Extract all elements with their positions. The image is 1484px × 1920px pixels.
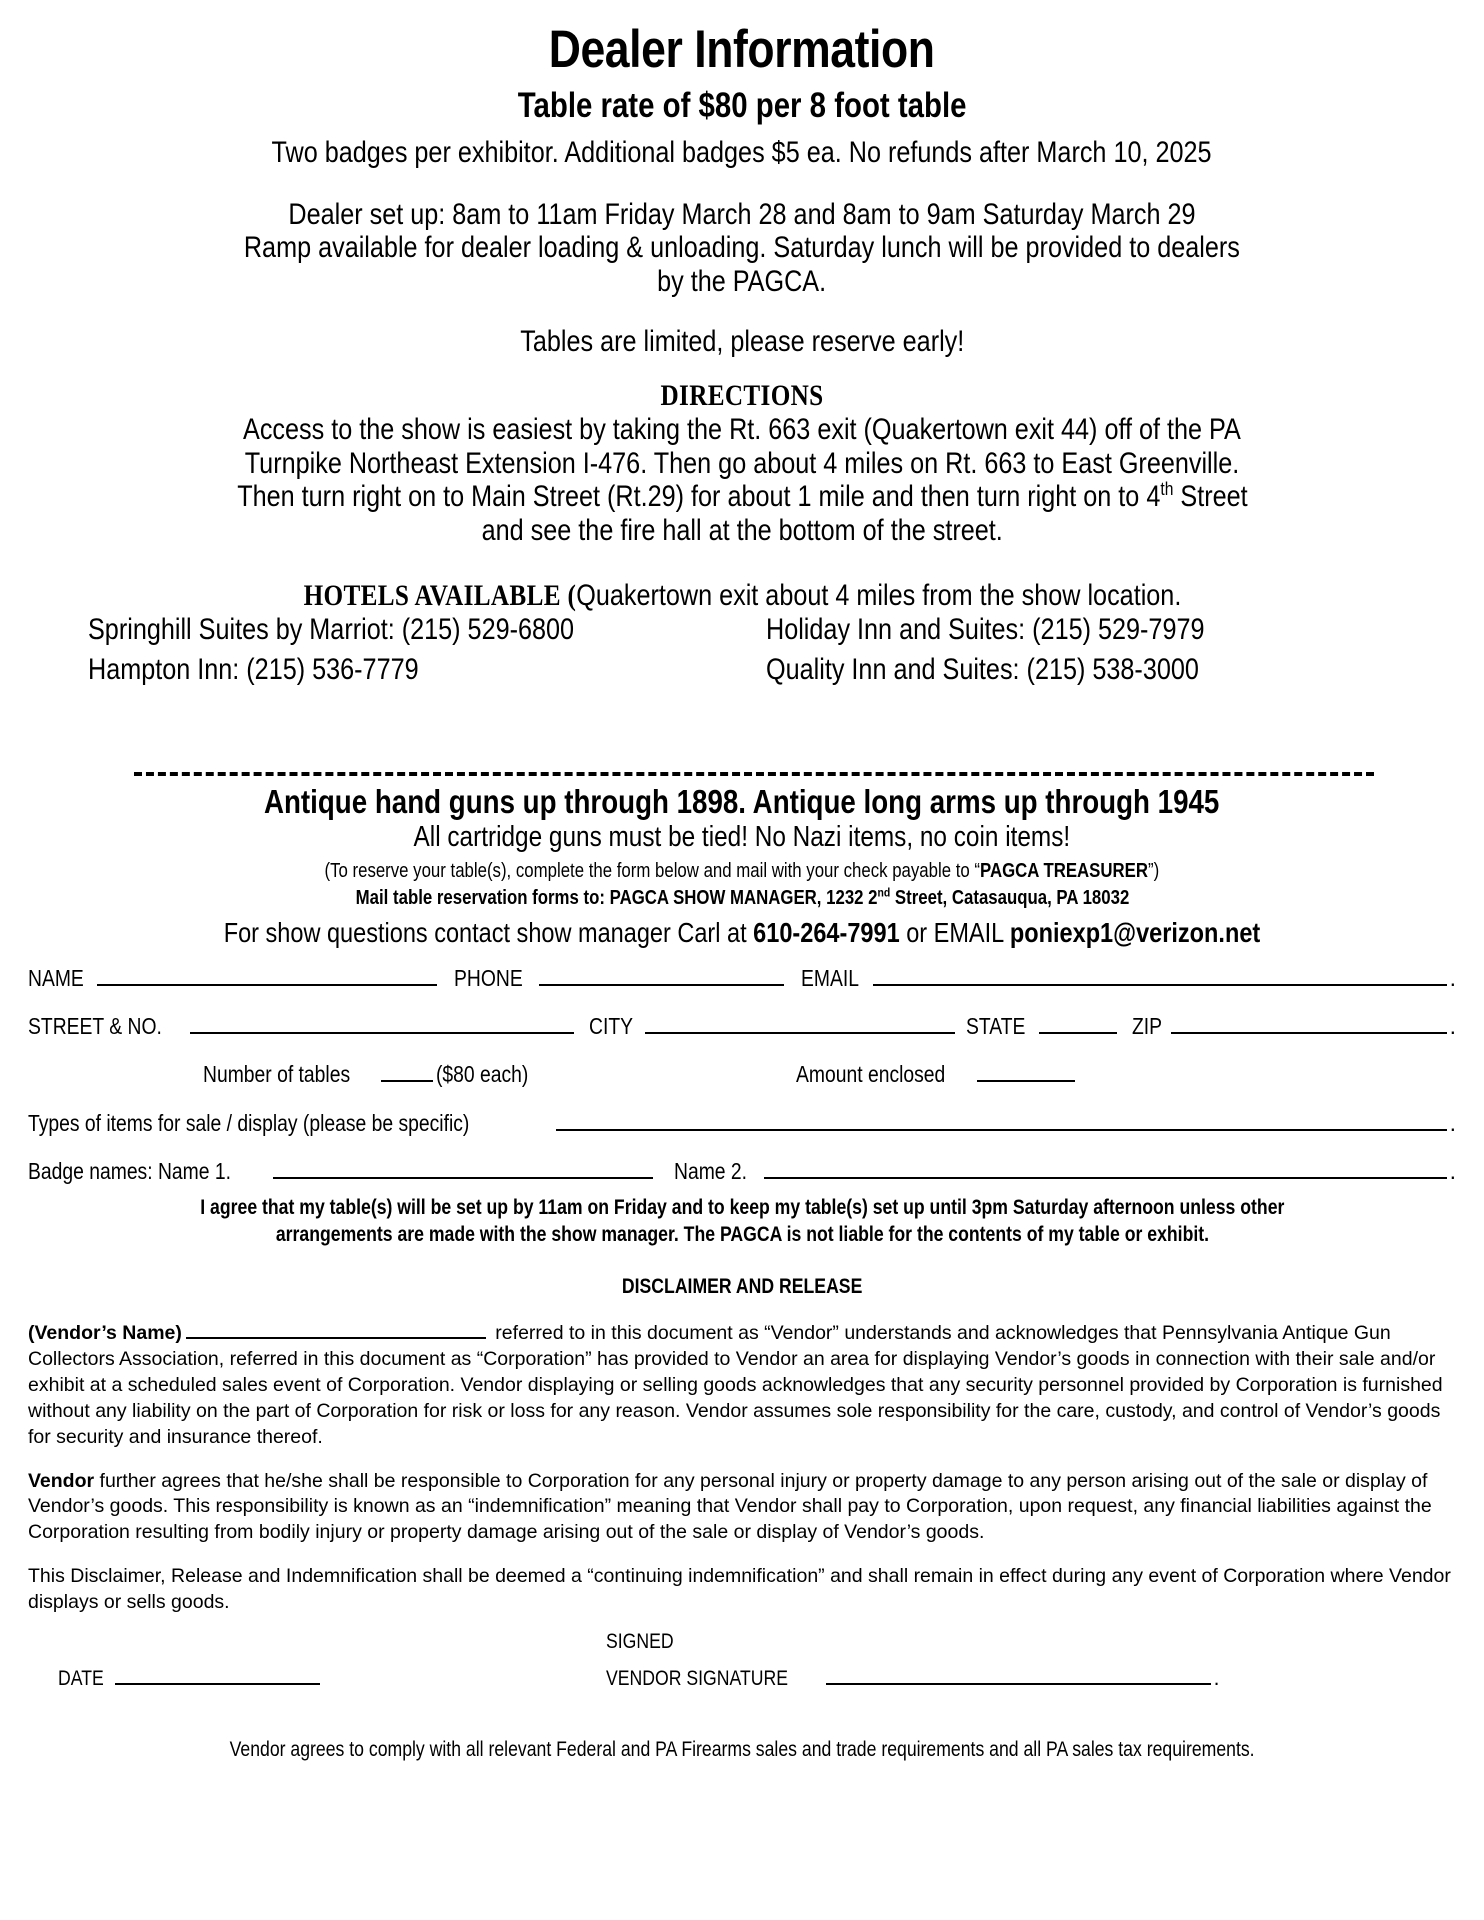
- disclaimer-paragraph-2: [28, 1469, 1456, 1547]
- types-of-items-input[interactable]: [556, 1110, 1446, 1131]
- badges-line: [28, 135, 1456, 170]
- vendor-keyword: Vendor: [28, 1469, 95, 1492]
- number-of-tables-label: Number of tables: [203, 1061, 351, 1088]
- contact-line-a: For show questions contact show manager Carl at: [223, 916, 754, 948]
- ramp-line-1: [28, 231, 1456, 265]
- form-row-name-phone-email: [28, 965, 1456, 992]
- hotels-heading-rest: Quakertown exit about 4 miles from the show location.: [575, 579, 1181, 613]
- spacer: [28, 298, 1456, 325]
- city-label: CITY: [589, 1013, 634, 1040]
- types-of-items-label: Types of items for sale / display (please be specific): [28, 1110, 470, 1137]
- ramp-line-1-text: Ramp available for dealer loading & unloading. Saturday lunch will be provided to dealers: [243, 231, 1241, 265]
- tables-limited-line: [28, 325, 1456, 359]
- date-label: DATE: [58, 1667, 104, 1691]
- state-input[interactable]: [1039, 1013, 1117, 1034]
- disclaimer-heading: [28, 1275, 1456, 1299]
- antique-guns-line: [28, 783, 1456, 821]
- disclaimer-heading-text: DISCLAIMER AND RELEASE: [621, 1274, 863, 1298]
- disclaimer-paragraph-3-text: This Disclaimer, Release and Indemnification shall be deemed a “continuing indemnification” and shall remain in effect during any event of Corporation where Vendor displays or sells goods.: [28, 1565, 1451, 1614]
- badge-name-1-input[interactable]: [273, 1158, 653, 1179]
- email-input[interactable]: [873, 965, 1446, 986]
- hotel-springhill-text: Springhill Suites by Marriot: (215) 529-6800: [88, 613, 575, 647]
- signature-block: [28, 1630, 1456, 1696]
- zip-input[interactable]: [1171, 1013, 1446, 1034]
- cartridge-guns-line: [28, 821, 1456, 854]
- directions-heading-text: DIRECTIONS: [660, 378, 824, 412]
- contact-email: poniexp1@verizon.net: [1009, 916, 1261, 948]
- phone-label: PHONE: [454, 965, 524, 992]
- mail-ordinal-suffix: nd: [877, 884, 890, 899]
- form-row-tables-amount: [28, 1061, 1456, 1088]
- directions-line-3-b: Street: [1172, 480, 1248, 514]
- page-title-text: Dealer Information: [549, 20, 935, 79]
- vendor-signature-label: VENDOR SIGNATURE: [606, 1667, 788, 1691]
- contact-line-wrap: [224, 916, 1261, 950]
- zip-row-period: .: [1449, 1013, 1456, 1040]
- directions-line-2-text: Turnpike Northeast Extension I-476. Then go about 4 miles on Rt. 663 to East Greenville.: [244, 446, 1240, 480]
- amount-enclosed-input[interactable]: [977, 1061, 1075, 1082]
- page-title: [28, 22, 1456, 78]
- disclaimer-paragraph-1-text: referred to in this document as “Vendor” understands and acknowledges that Pennsylvania Antique Gun Collectors Association, referred in this document as “Corporation” has provided to Vendor an area for displaying Vendor’s goods in connection with their sale and/or exhibit at a scheduled sales event of Corporation. Vendor displaying or selling goods acknowledges that any security personnel provided by Corporation is furnished without any liability on the part of Corporation for risk or loss for any reason. Vendor assumes sole responsibility for the care, custody, and control of Vendor’s goods for security and insurance thereof.: [28, 1321, 1443, 1448]
- form-row-types: [28, 1110, 1456, 1137]
- tables-limited-text: Tables are limited, please reserve early!: [519, 325, 964, 359]
- tables-price-note: ($80 each): [436, 1061, 529, 1088]
- vendor-signature-row: [606, 1664, 1219, 1691]
- vendor-signature-input[interactable]: [826, 1664, 1211, 1685]
- contact-phone: 610-264-7991: [753, 916, 900, 948]
- name-label: NAME: [28, 965, 84, 992]
- vendor-signature-period: .: [1213, 1667, 1220, 1691]
- directions-line-4: [28, 514, 1456, 548]
- spacer: [28, 547, 1456, 579]
- badge-name-2-input[interactable]: [764, 1158, 1447, 1179]
- directions-line-4-text: and see the fire hall at the bottom of the street.: [481, 513, 1003, 547]
- city-input[interactable]: [645, 1013, 955, 1034]
- disclaimer-paragraph-2-text: further agrees that he/she shall be responsible to Corporation for any personal injury or property damage to any person arising out of the sale or display of Vendor’s goods. This responsibility is known as an “indemnification” meaning that Vendor shall pay to Corporation, upon request, any financial liabilities against the Corporation resulting from bodily injury or property damage arising out of the sale or display of Vendor’s goods.: [28, 1469, 1432, 1544]
- agreement-line-2-text: arrangements are made with the show manager. The PAGCA is not liable for the contents of my table or exhibit.: [275, 1223, 1209, 1247]
- hotel-holiday-inn-text: Holiday Inn and Suites: (215) 529-7979: [766, 613, 1205, 647]
- hotel-springhill: [88, 613, 667, 647]
- mail-instructions-b: Street, Catasauqua, PA 18032: [889, 886, 1129, 909]
- contact-line-b: or EMAIL: [899, 916, 1010, 948]
- spacer: [28, 359, 1456, 379]
- directions-line-3: [28, 480, 1456, 514]
- directions-line-1-text: Access to the show is easiest by taking the Rt. 663 exit (Quakertown exit 44) off of the PA: [243, 412, 1241, 446]
- dealer-setup-line: [28, 198, 1456, 232]
- hotel-quality-inn: [766, 653, 1281, 687]
- date-input[interactable]: [115, 1664, 320, 1685]
- badge-row-period: .: [1449, 1158, 1456, 1185]
- badges-line-text: Two badges per exhibitor. Additional badges $5 ea. No refunds after March 10, 2025: [271, 136, 1213, 170]
- state-label: STATE: [965, 1013, 1026, 1040]
- table-rate-text: Table rate of $80 per 8 foot table: [517, 85, 967, 125]
- phone-input[interactable]: [539, 965, 784, 986]
- reserve-instructions-wrap: [325, 859, 1160, 883]
- reserve-payee: PAGCA TREASURER: [980, 859, 1149, 882]
- hotel-quality-inn-text: Quality Inn and Suites: (215) 538-3000: [766, 653, 1199, 687]
- types-row-period: .: [1449, 1110, 1456, 1137]
- reserve-instructions-a: (To reserve your table(s), complete the form below and mail with your check payable to “: [324, 859, 981, 882]
- amount-enclosed-label: Amount enclosed: [796, 1061, 946, 1088]
- cartridge-guns-text: All cartridge guns must be tied! No Nazi items, no coin items!: [413, 821, 1071, 854]
- ramp-line-2-text: by the PAGCA.: [657, 264, 827, 298]
- hotel-holiday-inn: [766, 613, 1288, 647]
- footer-note-text: Vendor agrees to comply with all relevant Federal and PA Firearms sales and trade requirements and all PA sales tax requirements.: [229, 1738, 1255, 1762]
- street-label: STREET & NO.: [28, 1013, 162, 1040]
- reserve-instructions-b: ”): [1148, 859, 1160, 882]
- signed-label-text: SIGNED: [606, 1630, 674, 1654]
- disclaimer-paragraph-3: [28, 1564, 1456, 1616]
- antique-guns-text: Antique hand guns up through 1898. Antique long arms up through 1945: [264, 783, 1220, 821]
- spacer: [28, 171, 1456, 198]
- hotels-row-1: [28, 613, 1456, 653]
- badge-names-label: Badge names: Name 1.: [28, 1158, 231, 1185]
- date-field-row: [58, 1664, 323, 1691]
- agreement-line-2: [28, 1222, 1456, 1249]
- mail-instructions-wrap: [355, 886, 1129, 910]
- directions-ordinal-suffix: th: [1159, 478, 1173, 500]
- hotel-hampton-inn-text: Hampton Inn: (215) 536-7779: [88, 653, 419, 687]
- vendor-name-input[interactable]: [186, 1322, 486, 1339]
- zip-label: ZIP: [1132, 1013, 1163, 1040]
- signed-label: [606, 1630, 687, 1654]
- hotels-row-2: [28, 653, 1456, 693]
- email-row-period: .: [1449, 965, 1456, 992]
- disclaimer-paragraph-1: [28, 1321, 1456, 1451]
- footer-note: [28, 1738, 1456, 1762]
- form-row-badges: [28, 1158, 1456, 1185]
- table-rate-subtitle: [28, 87, 1456, 126]
- hotels-heading-text: HOTELS AVAILABLE (: [303, 579, 576, 613]
- name-input[interactable]: [97, 965, 437, 986]
- number-of-tables-input[interactable]: [381, 1061, 433, 1082]
- reserve-instructions: [28, 859, 1456, 883]
- hotels-heading-wrap: [303, 579, 1181, 613]
- directions-heading: [28, 379, 1456, 413]
- agreement-line-1-text: I agree that my table(s) will be set up by 11am on Friday and to keep my table(s) set up until 3pm Saturday afternoon unless other: [199, 1196, 1285, 1220]
- hotels-heading-row: [28, 579, 1456, 613]
- agreement-line-1: [28, 1195, 1456, 1222]
- directions-line-3-a: Then turn right on to Main Street (Rt.29) for about 1 mile and then turn right on to 4: [236, 480, 1160, 514]
- form-row-street-city-state-zip: [28, 1013, 1456, 1040]
- directions-line-1: [28, 413, 1456, 447]
- agreement-block: [28, 1195, 1456, 1249]
- ramp-line-2: [28, 265, 1456, 299]
- email-label: EMAIL: [801, 965, 860, 992]
- spacer: [28, 693, 1456, 763]
- dealer-setup-text: Dealer set up: 8am to 11am Friday March 28 and 8am to 9am Saturday March 29: [288, 197, 1196, 231]
- hotel-hampton-inn: [88, 653, 482, 687]
- mail-instructions-a: Mail table reservation forms to: PAGCA SHOW MANAGER, 1232 2: [355, 886, 878, 909]
- mail-instructions: [28, 886, 1456, 910]
- dashed-divider: [72, 763, 1412, 783]
- street-input[interactable]: [190, 1013, 574, 1034]
- contact-line: [28, 916, 1456, 950]
- directions-line-2: [28, 447, 1456, 481]
- reservation-form: [28, 965, 1456, 1185]
- badge-name-2-label: Name 2.: [673, 1158, 747, 1185]
- vendor-name-label: (Vendor’s Name): [28, 1321, 182, 1344]
- directions-line-3-wrap: [237, 480, 1247, 514]
